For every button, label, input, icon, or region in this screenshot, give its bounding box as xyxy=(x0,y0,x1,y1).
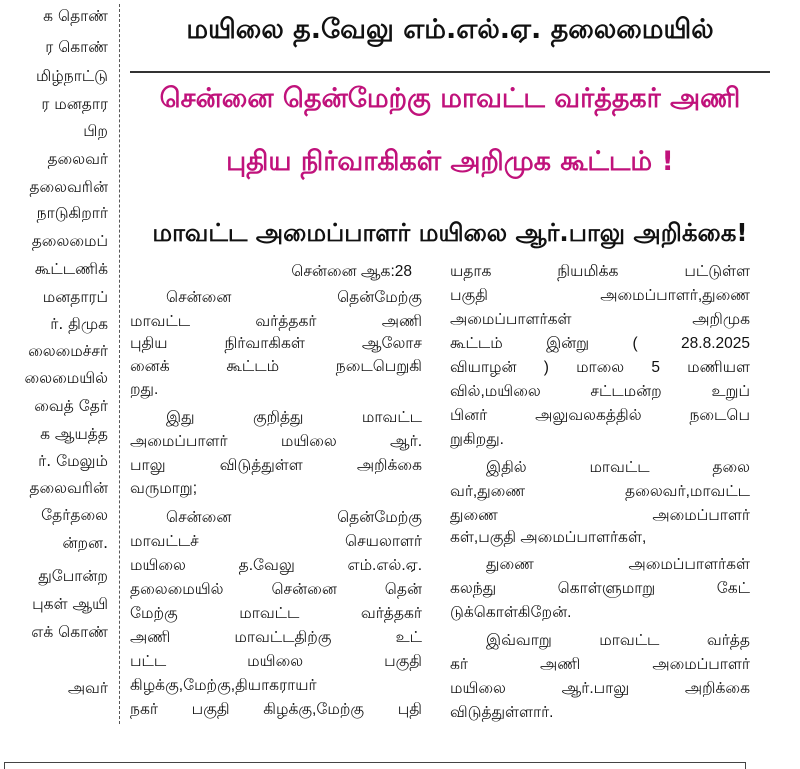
left-line: ர். திமுக xyxy=(50,315,108,333)
left-article-column xyxy=(0,0,112,740)
paragraph-line: மாவட்டச் செயலாளர் xyxy=(130,533,422,550)
headline-subhead: மாவட்ட அமைப்பாளர் மயிலை ஆர்.பாலு அறிக்கை! xyxy=(152,218,748,247)
headline-accent-line1: சென்னை தென்மேற்கு மாவட்ட வர்த்தகர் அணி xyxy=(159,83,741,114)
left-line: மிழ்நாட்டு xyxy=(36,67,108,85)
paragraph-line: அணி மாவட்டதிற்கு உட் xyxy=(130,629,422,646)
paragraph-line: விடுத்துள்ளார். xyxy=(450,704,554,721)
paragraph-line: இவ்வாறு மாவட்ட வர்த்த xyxy=(486,632,750,649)
paragraph-line: அமைப்பாளர் மயிலை ஆர். xyxy=(130,433,422,450)
left-line: தலைவரின் xyxy=(29,178,108,196)
paragraph-line: பட்ட மயிலை பகுதி xyxy=(130,653,422,670)
left-line: வைத் தேர் xyxy=(34,397,108,415)
paragraph-line: கலந்து கொள்ளுமாறு கேட் xyxy=(450,580,750,597)
paragraph-line: றுகிறது. xyxy=(450,431,504,448)
headline-accent-line2: புதிய நிர்வாகிகள் அறிமுக கூட்டம் ! xyxy=(226,146,674,177)
next-article-border xyxy=(4,762,746,769)
left-line: ர கொண் xyxy=(45,38,108,56)
dateline: சென்னை ஆக:28 xyxy=(291,263,412,280)
paragraph-line: இது குறித்து மாவட்ட xyxy=(166,409,422,426)
headline-rule xyxy=(130,71,770,73)
paragraph-line: சென்னை தென்மேற்கு xyxy=(166,509,422,526)
left-line: நாடுகிறார் xyxy=(36,204,108,222)
paragraph-line: புதிய நிர்வாகிகள் ஆலோச xyxy=(130,335,422,352)
paragraph-line: வில்,மயிலை சட்டமன்ற உறுப் xyxy=(450,383,750,400)
paragraph-line: மேற்கு மாவட்ட வர்த்தகர் xyxy=(130,605,422,622)
paragraph-line: னைக் கூட்டம் நடைபெறுகி xyxy=(130,358,422,375)
left-line: ர். மேலும் xyxy=(38,452,108,470)
paragraph-line: சென்னை தென்மேற்கு xyxy=(166,289,422,306)
paragraph-line: கள்,பகுதி அமைப்பாளர்கள், xyxy=(450,529,647,546)
left-line: தலைமைப் xyxy=(31,232,108,250)
paragraph-line: துணை அமைப்பாளர் xyxy=(450,507,750,524)
paragraph-line: பகுதி அமைப்பாளர்,துணை xyxy=(450,287,750,304)
headline-primary: மயிலை த.வேலு எம்.எல்.ஏ. தலைமையில் xyxy=(186,14,714,45)
left-line: புகள் ஆயி xyxy=(32,595,108,613)
paragraph-line: துணை அமைப்பாளர்கள் xyxy=(486,556,750,573)
paragraph-line: கூட்டம் இன்று ( 28.8.2025 xyxy=(450,335,750,352)
paragraph-line: தலைமையில் சென்னை தென் xyxy=(130,581,422,598)
left-line: மனதாரப் xyxy=(42,288,108,306)
left-line: எக் கொண் xyxy=(31,623,108,641)
left-line: தலைவரின் xyxy=(29,479,108,497)
left-line: லைமையில் xyxy=(24,369,108,387)
paragraph-line: மயிலை ஆர்.பாலு அறிக்கை xyxy=(450,680,750,697)
left-line: ர மனதார xyxy=(41,95,108,113)
paragraph-line: வருமாறு; xyxy=(130,480,198,497)
left-line: க தொண் xyxy=(43,7,108,25)
paragraph-line: வர்,துணை தலைவர்,மாவட்ட xyxy=(450,483,750,500)
paragraph-line: கர் அணி அமைப்பாளர் xyxy=(450,656,750,673)
left-line: ன்றன. xyxy=(62,534,108,552)
paragraph-line: வியாழன் ) மாலை 5 மணியள xyxy=(450,359,750,376)
paragraph-line: இதில் மாவட்ட தலை xyxy=(486,459,750,476)
left-line: தலைவர் xyxy=(47,150,108,168)
paragraph-line: யதாக நியமிக்க பட்டுள்ள xyxy=(450,263,750,280)
paragraph-line: அமைப்பாளர்கள் அறிமுக xyxy=(450,311,750,328)
paragraph-line: பாலு விடுத்துள்ள அறிக்கை xyxy=(130,457,422,474)
paragraph-line: மாவட்ட வர்த்தகர் அணி xyxy=(130,313,422,330)
left-line: தேர்தலை xyxy=(41,506,108,524)
left-line: துபோன்ற xyxy=(38,567,108,585)
left-line: கூட்டணிக் xyxy=(34,260,108,278)
column-divider xyxy=(119,4,120,724)
paragraph-line: கிழக்கு,மேற்கு,தியாகராயர் xyxy=(130,677,317,694)
left-line: அவர் xyxy=(67,679,108,697)
paragraph-line: மயிலை த.வேலு எம்.எல்.ஏ. xyxy=(130,557,422,574)
paragraph-line: நகர் பகுதி கிழக்கு,மேற்கு புதி xyxy=(130,701,422,718)
paragraph-line: றது. xyxy=(130,381,159,398)
left-line: லைமைச்சர் xyxy=(28,342,108,360)
left-line: பிற xyxy=(83,122,108,140)
paragraph-line: டுக்கொள்கிறேன். xyxy=(450,604,572,621)
paragraph-line: பினர் அலுவலகத்தில் நடைபெ xyxy=(450,407,750,424)
left-line: க ஆயத்த xyxy=(40,425,108,443)
